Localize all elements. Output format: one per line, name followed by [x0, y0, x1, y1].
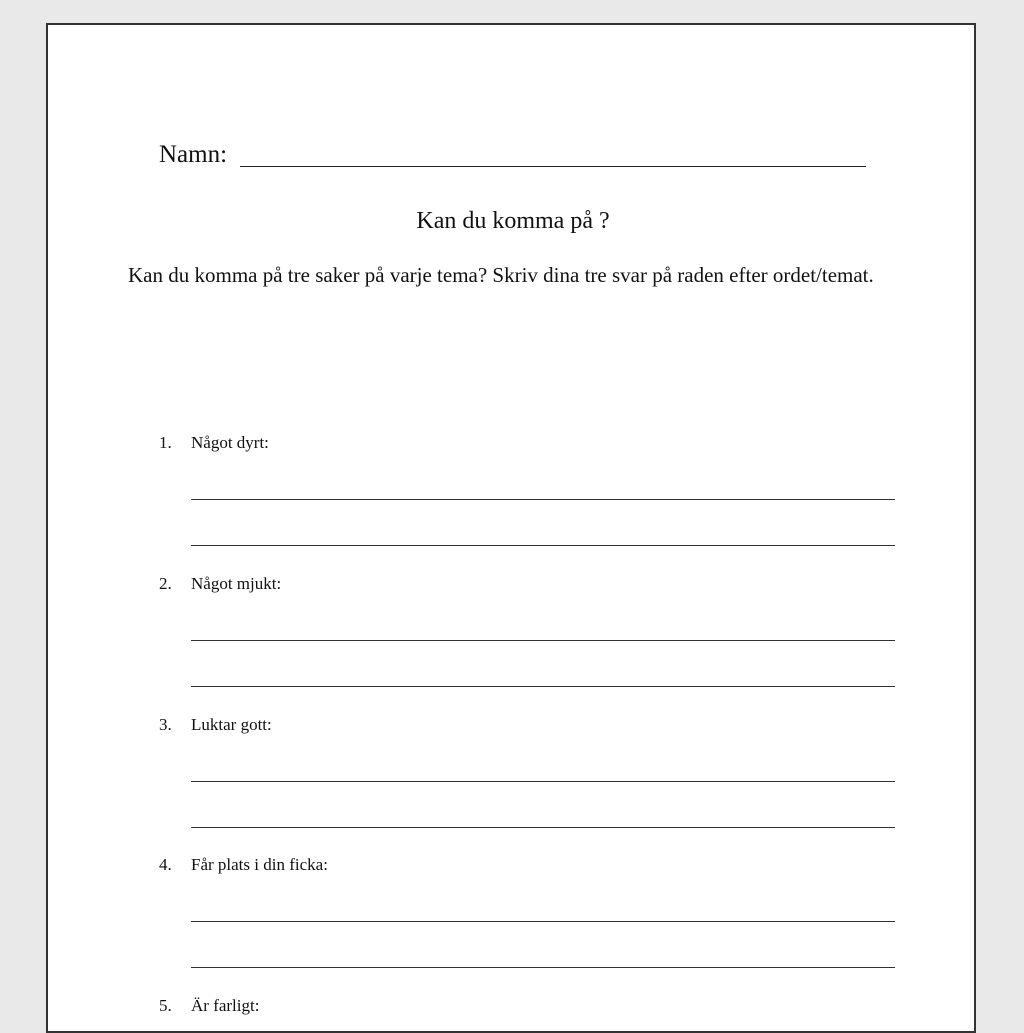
name-row: [159, 138, 879, 172]
question-number: 5.: [159, 996, 172, 1015]
answer-line[interactable]: [191, 499, 895, 500]
question-5: [159, 994, 899, 1018]
answer-line[interactable]: [191, 545, 895, 546]
answer-line[interactable]: [191, 640, 895, 641]
question-text: Är farligt:: [191, 996, 260, 1015]
question-3: [159, 713, 899, 737]
question-text: Något dyrt:: [191, 433, 269, 452]
worksheet-instructions: Kan du komma på tre saker på varje tema? Skriv dina tre svar på raden efter ordet/temat.: [128, 263, 874, 287]
answer-line[interactable]: [191, 967, 895, 968]
question-number: 4.: [159, 855, 172, 874]
answer-line[interactable]: [191, 921, 895, 922]
question-number: 3.: [159, 715, 172, 734]
answer-line[interactable]: [191, 781, 895, 782]
question-text: Får plats i din ficka:: [191, 855, 328, 874]
answer-line[interactable]: [191, 827, 895, 828]
question-1: [159, 431, 899, 455]
question-number: 2.: [159, 574, 172, 593]
worksheet-page: [46, 23, 976, 1033]
worksheet-title: Kan du komma på ?: [416, 208, 610, 234]
answer-line[interactable]: [191, 686, 895, 687]
question-number: 1.: [159, 433, 172, 452]
question-2: [159, 572, 899, 596]
question-text: Luktar gott:: [191, 715, 272, 734]
question-4: [159, 853, 899, 877]
name-label: Namn:: [159, 141, 228, 168]
name-answer-line[interactable]: [240, 166, 866, 167]
question-text: Något mjukt:: [191, 574, 282, 593]
